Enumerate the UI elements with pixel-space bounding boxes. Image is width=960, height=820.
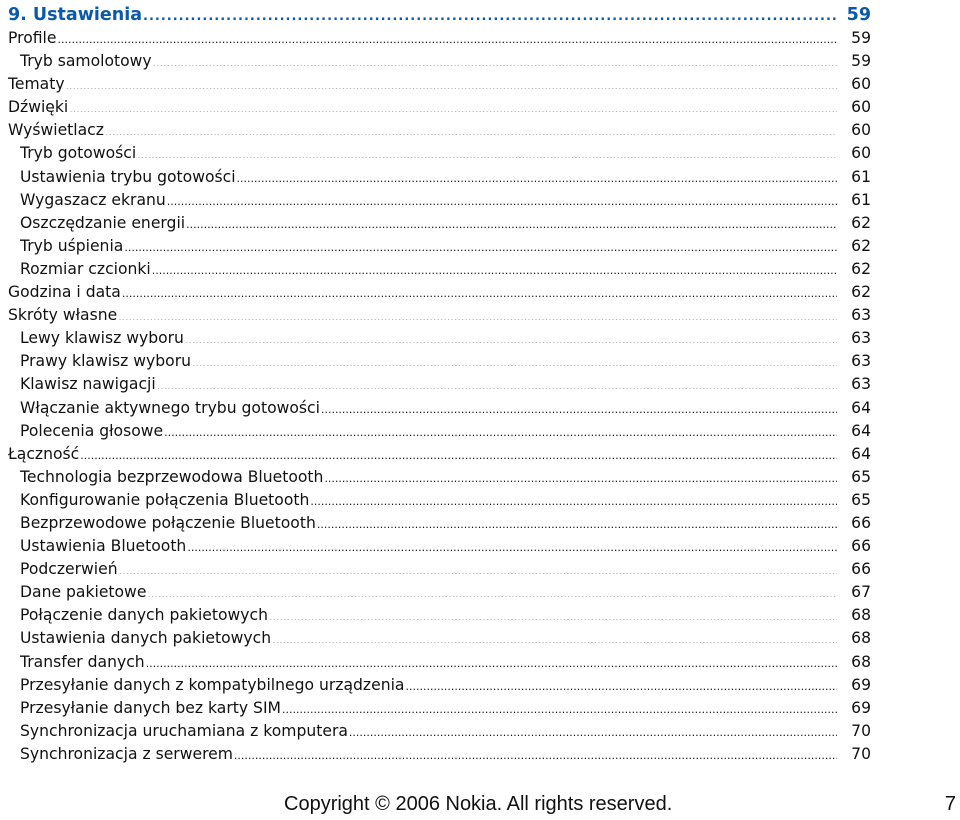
- toc-entry-label: Profile: [8, 29, 57, 47]
- dot-leader: [105, 120, 837, 136]
- toc-entry-page-number: 68: [851, 652, 871, 671]
- toc-entry-page-number: 66: [851, 513, 871, 532]
- toc-entry-label: Prawy klawisz wyboru: [20, 352, 192, 371]
- dot-leader: [349, 720, 837, 736]
- dot-leader: [153, 51, 837, 67]
- dot-leader: [237, 166, 837, 182]
- chapter-page-number: 59: [846, 5, 871, 25]
- toc-entry-page-number: 68: [851, 606, 871, 625]
- toc-entry-page-number: 63: [851, 375, 871, 394]
- chapter-heading[interactable]: [8, 3, 871, 27]
- toc-entry-page-number: 61: [851, 167, 871, 186]
- toc-entry-page-number: 62: [851, 259, 871, 278]
- dot-leader: [118, 305, 837, 321]
- dot-leader: [143, 3, 837, 21]
- toc-entry-page-number: 66: [851, 537, 871, 556]
- dot-leader: [186, 212, 837, 228]
- toc-entry-page-number: 69: [851, 675, 871, 694]
- toc-entry-label: Ustawienia trybu gotowości: [20, 167, 236, 186]
- toc-entry[interactable]: [8, 327, 871, 350]
- toc-entry-label: Ustawienia danych pakietowych: [20, 629, 272, 648]
- toc-entry-page-number: 63: [851, 352, 871, 371]
- dot-leader: [80, 443, 837, 459]
- toc-entry-label: Włączanie aktywnego trybu gotowości: [20, 398, 320, 417]
- dot-leader: [167, 189, 837, 205]
- toc-entry-page-number: 66: [851, 560, 871, 579]
- page-number: 7: [944, 793, 956, 815]
- toc-entry-label: Polecenia głosowe: [20, 421, 164, 440]
- toc-entry[interactable]: [8, 397, 871, 420]
- toc-entry-label: Skróty własne: [8, 306, 118, 325]
- dot-leader: [66, 74, 837, 90]
- toc-entry[interactable]: [8, 443, 871, 466]
- toc-entry-label: Dane pakietowe: [20, 583, 147, 602]
- toc-entry[interactable]: [8, 627, 871, 650]
- toc-entry-label: Tematy: [8, 75, 65, 94]
- toc-entry[interactable]: [8, 535, 871, 558]
- toc-entry-label: Tryb uśpienia: [20, 236, 124, 255]
- toc-entry-page-number: 67: [851, 583, 871, 602]
- toc-entry-label: Wygaszacz ekranu: [20, 190, 166, 209]
- dot-leader: [119, 559, 837, 575]
- toc-entry-page-number: 60: [851, 144, 871, 163]
- dot-leader: [321, 397, 837, 413]
- toc-entry[interactable]: [8, 96, 871, 119]
- toc-entry-label: Lewy klawisz wyboru: [20, 329, 184, 348]
- toc-entry-label: Technologia bezprzewodowa Bluetooth: [20, 467, 324, 486]
- toc-entry-page-number: 70: [851, 721, 871, 740]
- toc-entry-page-number: 68: [851, 629, 871, 648]
- toc-entry[interactable]: [8, 166, 871, 189]
- toc-entry-label: Łączność: [8, 444, 80, 463]
- toc-entry-page-number: 62: [851, 283, 871, 302]
- toc-entry[interactable]: [8, 235, 871, 258]
- toc-entry-page-number: 60: [851, 75, 871, 94]
- toc-entry-label: Ustawienia Bluetooth: [20, 537, 187, 556]
- toc-entry-label: Przesyłanie danych z kompatybilnego urządzenia: [20, 675, 405, 694]
- toc-entry-page-number: 59: [851, 29, 871, 47]
- toc-entry-label: Podczerwień: [20, 560, 118, 579]
- toc-entry-page-number: 69: [851, 698, 871, 717]
- toc-entry-page-number: 62: [851, 213, 871, 232]
- toc-entry-page-number: 64: [851, 444, 871, 463]
- toc-entry[interactable]: [8, 350, 871, 373]
- dot-leader: [58, 27, 838, 43]
- toc-entry[interactable]: [8, 466, 871, 489]
- toc-entry-page-number: 60: [851, 121, 871, 140]
- dot-leader: [69, 97, 837, 113]
- toc-entry-label: Konfigurowanie połączenia Bluetooth: [20, 490, 310, 509]
- toc-entry-page-number: 62: [851, 236, 871, 255]
- toc-entry[interactable]: [8, 189, 871, 212]
- toc-entry[interactable]: [8, 743, 871, 766]
- toc-entry-label: Transfer danych: [20, 652, 145, 671]
- dot-leader: [192, 351, 837, 367]
- toc-entry[interactable]: [8, 581, 871, 604]
- toc-entry-page-number: 64: [851, 398, 871, 417]
- toc-entry-label: Połączenie danych pakietowych: [20, 606, 268, 625]
- toc-entry-label: Bezprzewodowe połączenie Bluetooth: [20, 513, 316, 532]
- copyright-notice: Copyright © 2006 Nokia. All rights reserved.: [284, 793, 673, 815]
- toc-entry[interactable]: [8, 720, 871, 743]
- toc-entry-page-number: 65: [851, 490, 871, 509]
- dot-leader: [152, 258, 837, 274]
- dot-leader: [157, 374, 837, 390]
- table-of-contents: [8, 3, 871, 766]
- dot-leader: [405, 674, 837, 690]
- dot-leader: [324, 466, 837, 482]
- toc-entry-label: Godzina i data: [8, 283, 121, 302]
- dot-leader: [122, 281, 837, 297]
- dot-leader: [187, 535, 837, 551]
- toc-entry[interactable]: [8, 50, 871, 73]
- toc-entry[interactable]: [8, 604, 871, 627]
- toc-entries: [8, 27, 871, 766]
- dot-leader: [137, 143, 837, 159]
- toc-entry-page-number: 63: [851, 329, 871, 348]
- toc-entry-label: Rozmiar czcionki: [20, 259, 151, 278]
- dot-leader: [164, 420, 837, 436]
- toc-entry[interactable]: [8, 558, 871, 581]
- toc-entry-page-number: 60: [851, 98, 871, 117]
- dot-leader: [147, 582, 837, 598]
- toc-entry-label: Synchronizacja uruchamiana z komputera: [20, 721, 348, 740]
- dot-leader: [269, 605, 837, 621]
- dot-leader: [317, 512, 837, 528]
- toc-entry-label: Synchronizacja z serwerem: [20, 744, 233, 763]
- toc-entry-page-number: 63: [851, 306, 871, 325]
- toc-entry[interactable]: [8, 258, 871, 281]
- toc-entry[interactable]: [8, 119, 871, 142]
- toc-entry[interactable]: [8, 674, 871, 697]
- toc-entry[interactable]: [8, 697, 871, 720]
- page-footer: [0, 790, 960, 820]
- toc-entry[interactable]: [8, 373, 871, 396]
- dot-leader: [272, 628, 837, 644]
- dot-leader: [124, 235, 837, 251]
- chapter-title: 9. Ustawienia: [8, 5, 143, 25]
- toc-entry-label: Tryb samolotowy: [20, 52, 152, 71]
- toc-entry[interactable]: [8, 27, 871, 50]
- toc-entry[interactable]: [8, 512, 871, 535]
- toc-entry-label: Tryb gotowości: [20, 144, 137, 163]
- dot-leader: [146, 651, 837, 667]
- toc-entry-page-number: 65: [851, 467, 871, 486]
- toc-entry[interactable]: [8, 489, 871, 512]
- toc-entry[interactable]: [8, 281, 871, 304]
- toc-entry[interactable]: [8, 142, 871, 165]
- toc-entry-label: Wyświetlacz: [8, 121, 104, 140]
- toc-entry[interactable]: [8, 420, 871, 443]
- toc-entry-label: Dźwięki: [8, 98, 69, 117]
- toc-entry-page-number: 61: [851, 190, 871, 209]
- toc-entry-label: Klawisz nawigacji: [20, 375, 156, 394]
- dot-leader: [234, 743, 837, 759]
- toc-entry-page-number: 64: [851, 421, 871, 440]
- toc-entry-page-number: 59: [851, 52, 871, 71]
- toc-entry-label: Przesyłanie danych bez karty SIM: [20, 698, 282, 717]
- toc-entry[interactable]: [8, 304, 871, 327]
- dot-leader: [310, 489, 837, 505]
- dot-leader: [185, 328, 837, 344]
- toc-entry-label: Oszczędzanie energii: [20, 213, 186, 232]
- toc-entry[interactable]: [8, 212, 871, 235]
- dot-leader: [282, 697, 837, 713]
- toc-entry[interactable]: [8, 73, 871, 96]
- toc-entry-page-number: 70: [851, 744, 871, 763]
- toc-entry[interactable]: [8, 651, 871, 674]
